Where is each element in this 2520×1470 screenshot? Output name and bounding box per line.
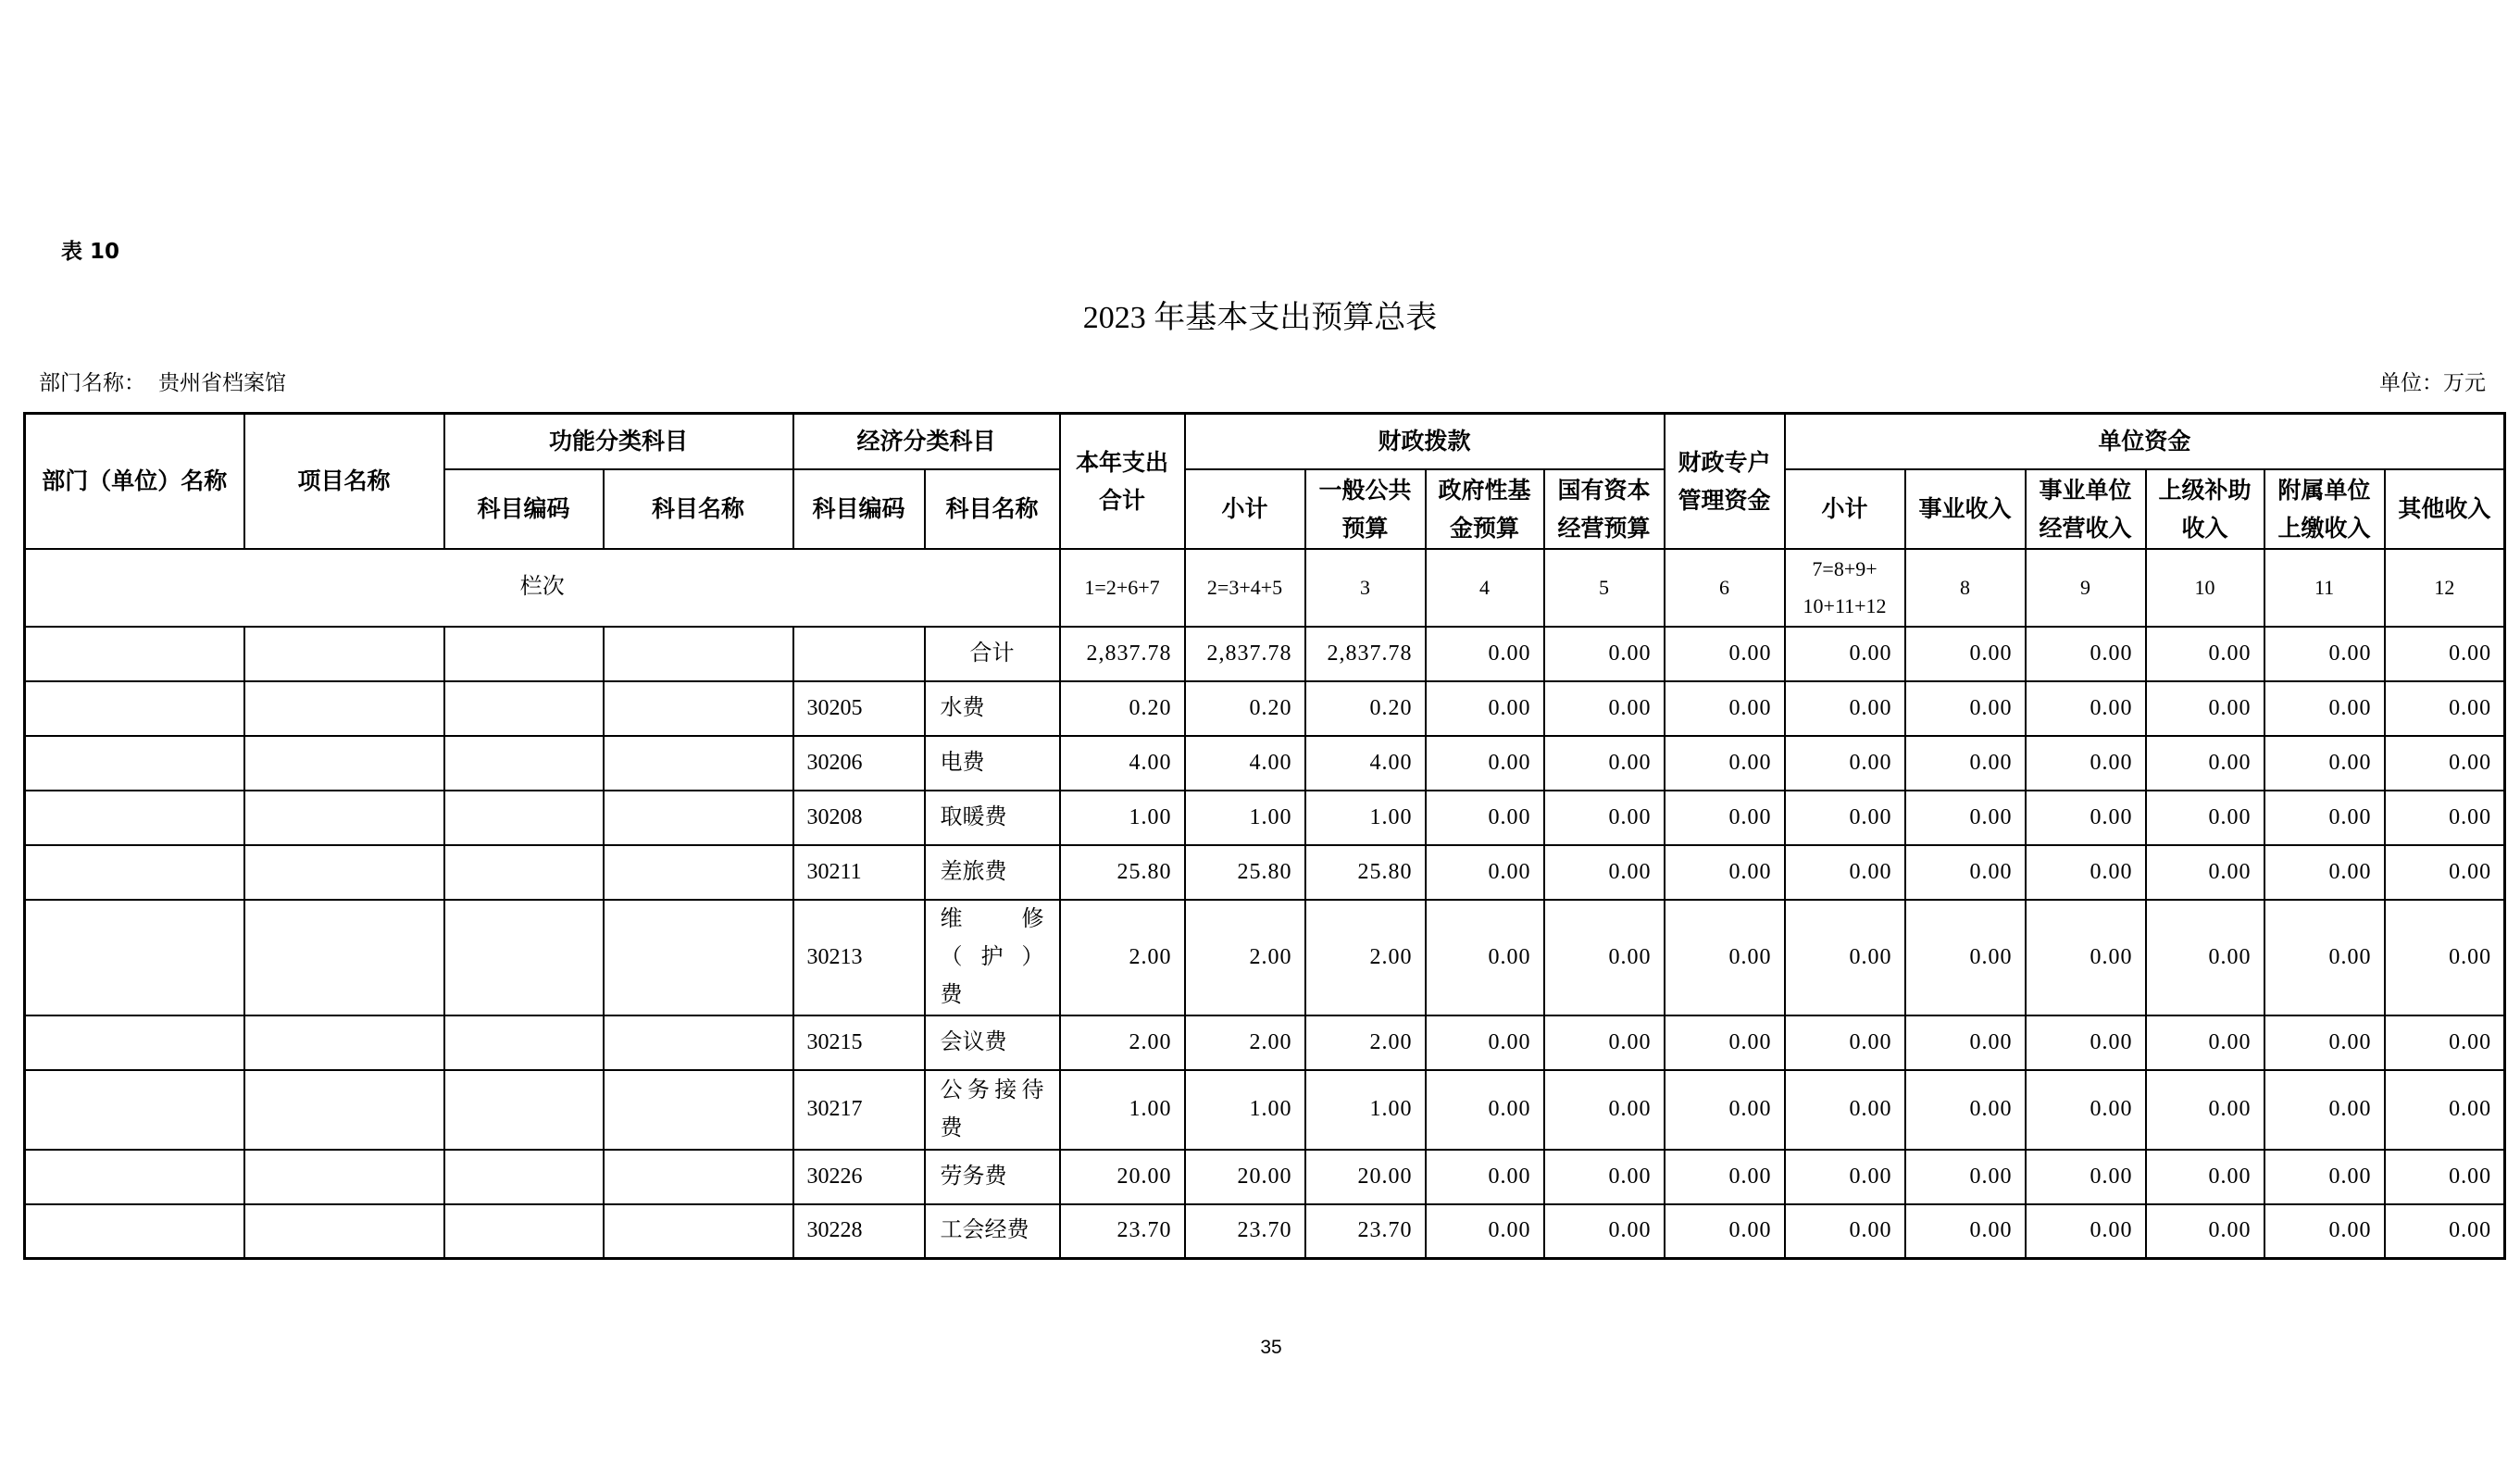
general-public-budget-cell: 20.00: [1305, 1150, 1426, 1204]
business-operating-income-cell: 0.00: [2026, 791, 2146, 845]
header-econ-code: 科目编码: [793, 469, 925, 549]
state-capital-budget-cell: 0.00: [1544, 845, 1665, 900]
header-functional-classification: 功能分类科目: [444, 414, 793, 469]
project-name-cell: [244, 791, 444, 845]
header-special-account-funds: 财政专户 管理资金: [1665, 414, 1785, 549]
annual-total-cell: 2,837.78: [1060, 627, 1185, 681]
func-code-cell: [444, 1070, 604, 1150]
higher-subsidy-income-cell: 0.00: [2146, 1070, 2264, 1150]
other-income-cell: 0.00: [2385, 1070, 2505, 1150]
higher-subsidy-income-cell: 0.00: [2146, 1015, 2264, 1070]
econ-code-cell: 30215: [793, 1015, 925, 1070]
state-capital-budget-cell: 0.00: [1544, 627, 1665, 681]
func-name-cell: [604, 1150, 793, 1204]
fiscal-subtotal-cell: 2,837.78: [1185, 627, 1305, 681]
unit-funds-subtotal-cell: 0.00: [1785, 791, 1905, 845]
header-func-code: 科目编码: [444, 469, 604, 549]
econ-name-cell: 工会经费: [925, 1204, 1060, 1259]
higher-subsidy-income-cell: 0.00: [2146, 1150, 2264, 1204]
func-name-cell: [604, 791, 793, 845]
annual-total-cell: 20.00: [1060, 1150, 1185, 1204]
fiscal-subtotal-cell: 1.00: [1185, 1070, 1305, 1150]
special-account-funds-cell: 0.00: [1665, 845, 1785, 900]
func-name-cell: [604, 736, 793, 791]
fiscal-subtotal-cell: 23.70: [1185, 1204, 1305, 1259]
econ-code-cell: 30208: [793, 791, 925, 845]
general-public-budget-cell: 0.20: [1305, 681, 1426, 736]
affiliate-remit-income-cell: 0.00: [2264, 845, 2385, 900]
header-other-income: 其他收入: [2385, 469, 2505, 549]
table-row: [25, 1015, 2505, 1070]
column-index-cell: 9: [2026, 549, 2146, 627]
table-header: [25, 414, 2505, 549]
header-fiscal-allocation: 财政拨款: [1185, 414, 1665, 469]
dept-unit-name-cell: [25, 1150, 244, 1204]
annual-total-cell: 4.00: [1060, 736, 1185, 791]
annual-total-cell: 2.00: [1060, 900, 1185, 1015]
table-row: [25, 736, 2505, 791]
state-capital-budget-cell: 0.00: [1544, 1070, 1665, 1150]
other-income-cell: 0.00: [2385, 900, 2505, 1015]
business-operating-income-cell: 0.00: [2026, 1204, 2146, 1259]
general-public-budget-cell: 2.00: [1305, 1015, 1426, 1070]
fiscal-subtotal-cell: 4.00: [1185, 736, 1305, 791]
func-code-cell: [444, 1204, 604, 1259]
gov-fund-budget-cell: 0.00: [1426, 845, 1544, 900]
dept-unit-name-cell: [25, 1070, 244, 1150]
affiliate-remit-income-cell: 0.00: [2264, 627, 2385, 681]
business-operating-income-cell: 0.00: [2026, 627, 2146, 681]
econ-name-cell: 公务接待 费: [925, 1070, 1060, 1150]
func-code-cell: [444, 1150, 604, 1204]
general-public-budget-cell: 4.00: [1305, 736, 1426, 791]
unit-funds-subtotal-cell: 0.00: [1785, 736, 1905, 791]
business-income-cell: 0.00: [1905, 736, 2026, 791]
econ-code-cell: 30211: [793, 845, 925, 900]
econ-name-cell: 电费: [925, 736, 1060, 791]
fiscal-subtotal-cell: 2.00: [1185, 900, 1305, 1015]
project-name-cell: [244, 1204, 444, 1259]
econ-code-cell: 30226: [793, 1150, 925, 1204]
gov-fund-budget-cell: 0.00: [1426, 1204, 1544, 1259]
func-code-cell: [444, 1015, 604, 1070]
gov-fund-budget-cell: 0.00: [1426, 900, 1544, 1015]
annual-total-cell: 23.70: [1060, 1204, 1185, 1259]
higher-subsidy-income-cell: 0.00: [2146, 845, 2264, 900]
special-account-funds-cell: 0.00: [1665, 681, 1785, 736]
special-account-funds-cell: 0.00: [1665, 1070, 1785, 1150]
header-econ-name: 科目名称: [925, 469, 1060, 549]
header-fiscal-subtotal: 小计: [1185, 469, 1305, 549]
affiliate-remit-income-cell: 0.00: [2264, 736, 2385, 791]
gov-fund-budget-cell: 0.00: [1426, 681, 1544, 736]
affiliate-remit-income-cell: 0.00: [2264, 1204, 2385, 1259]
gov-fund-budget-cell: 0.00: [1426, 627, 1544, 681]
annual-total-cell: 0.20: [1060, 681, 1185, 736]
affiliate-remit-income-cell: 0.00: [2264, 1150, 2385, 1204]
func-name-cell: [604, 627, 793, 681]
dept-unit-name-cell: [25, 736, 244, 791]
econ-code-cell: 30217: [793, 1070, 925, 1150]
general-public-budget-cell: 1.00: [1305, 791, 1426, 845]
other-income-cell: 0.00: [2385, 845, 2505, 900]
gov-fund-budget-cell: 0.00: [1426, 736, 1544, 791]
header-unit-funds: 单位资金: [1785, 414, 2505, 469]
dept-unit-name-cell: [25, 1015, 244, 1070]
table-row: [25, 845, 2505, 900]
business-operating-income-cell: 0.00: [2026, 681, 2146, 736]
business-income-cell: 0.00: [1905, 1070, 2026, 1150]
business-income-cell: 0.00: [1905, 1015, 2026, 1070]
column-index-cell: 10: [2146, 549, 2264, 627]
gov-fund-budget-cell: 0.00: [1426, 1015, 1544, 1070]
other-income-cell: 0.00: [2385, 627, 2505, 681]
annual-total-cell: 2.00: [1060, 1015, 1185, 1070]
econ-code-cell: 30205: [793, 681, 925, 736]
higher-subsidy-income-cell: 0.00: [2146, 791, 2264, 845]
unit-label: 单位：万元: [2379, 371, 2486, 394]
business-income-cell: 0.00: [1905, 1150, 2026, 1204]
business-income-cell: 0.00: [1905, 845, 2026, 900]
affiliate-remit-income-cell: 0.00: [2264, 681, 2385, 736]
project-name-cell: [244, 845, 444, 900]
econ-name-cell: 劳务费: [925, 1150, 1060, 1204]
business-operating-income-cell: 0.00: [2026, 736, 2146, 791]
general-public-budget-cell: 1.00: [1305, 1070, 1426, 1150]
department-name: 贵州省档案馆: [158, 371, 286, 394]
unit-funds-subtotal-cell: 0.00: [1785, 1150, 1905, 1204]
dept-unit-name-cell: [25, 627, 244, 681]
header-higher-subsidy-income: 上级补助 收入: [2146, 469, 2264, 549]
special-account-funds-cell: 0.00: [1665, 1150, 1785, 1204]
column-index-cell: 3: [1305, 549, 1426, 627]
table-row: [25, 791, 2505, 845]
func-code-cell: [444, 736, 604, 791]
business-income-cell: 0.00: [1905, 627, 2026, 681]
business-income-cell: 0.00: [1905, 791, 2026, 845]
func-code-cell: [444, 791, 604, 845]
general-public-budget-cell: 2.00: [1305, 900, 1426, 1015]
econ-code-cell: 30206: [793, 736, 925, 791]
business-operating-income-cell: 0.00: [2026, 1070, 2146, 1150]
table-number-label: 表 10: [61, 240, 120, 264]
unit-funds-subtotal-cell: 0.00: [1785, 1204, 1905, 1259]
general-public-budget-cell: 25.80: [1305, 845, 1426, 900]
state-capital-budget-cell: 0.00: [1544, 900, 1665, 1015]
affiliate-remit-income-cell: 0.00: [2264, 900, 2385, 1015]
func-name-cell: [604, 845, 793, 900]
econ-name-cell: 合计: [925, 627, 1060, 681]
business-income-cell: 0.00: [1905, 1204, 2026, 1259]
func-code-cell: [444, 681, 604, 736]
state-capital-budget-cell: 0.00: [1544, 1015, 1665, 1070]
other-income-cell: 0.00: [2385, 1015, 2505, 1070]
column-index-cell: 6: [1665, 549, 1785, 627]
func-code-cell: [444, 627, 604, 681]
department-label: 部门名称：: [39, 371, 145, 394]
econ-name-cell: 取暖费: [925, 791, 1060, 845]
column-index-cell: 7=8+9+ 10+11+12: [1785, 549, 1905, 627]
header-dept-unit-name: 部门（单位）名称: [25, 414, 244, 549]
header-project-name: 项目名称: [244, 414, 444, 549]
unit-funds-subtotal-cell: 0.00: [1785, 1015, 1905, 1070]
header-row-1: [25, 414, 2505, 469]
special-account-funds-cell: 0.00: [1665, 900, 1785, 1015]
econ-name-cell: 会议费: [925, 1015, 1060, 1070]
other-income-cell: 0.00: [2385, 1150, 2505, 1204]
dept-unit-name-cell: [25, 1204, 244, 1259]
affiliate-remit-income-cell: 0.00: [2264, 1070, 2385, 1150]
dept-unit-name-cell: [25, 845, 244, 900]
index-row-label: 栏次: [25, 549, 1060, 627]
affiliate-remit-income-cell: 0.00: [2264, 791, 2385, 845]
other-income-cell: 0.00: [2385, 681, 2505, 736]
fiscal-subtotal-cell: 25.80: [1185, 845, 1305, 900]
other-income-cell: 0.00: [2385, 736, 2505, 791]
dept-unit-name-cell: [25, 900, 244, 1015]
fiscal-subtotal-cell: 2.00: [1185, 1015, 1305, 1070]
gov-fund-budget-cell: 0.00: [1426, 1070, 1544, 1150]
page-title: 2023 年基本支出预算总表: [1082, 301, 1438, 335]
column-index-cell: 5: [1544, 549, 1665, 627]
header-business-income: 事业收入: [1905, 469, 2026, 549]
header-gov-fund-budget: 政府性基 金预算: [1426, 469, 1544, 549]
project-name-cell: [244, 1150, 444, 1204]
annual-total-cell: 25.80: [1060, 845, 1185, 900]
header-state-capital-budget: 国有资本 经营预算: [1544, 469, 1665, 549]
econ-name-cell: 差旅费: [925, 845, 1060, 900]
header-affiliate-remit-income: 附属单位 上缴收入: [2264, 469, 2385, 549]
fiscal-subtotal-cell: 0.20: [1185, 681, 1305, 736]
state-capital-budget-cell: 0.00: [1544, 1204, 1665, 1259]
project-name-cell: [244, 681, 444, 736]
econ-code-cell: 30228: [793, 1204, 925, 1259]
econ-name-cell: 维修（护） 费: [925, 900, 1060, 1015]
other-income-cell: 0.00: [2385, 1204, 2505, 1259]
page-number: 35: [1260, 1337, 1282, 1358]
business-income-cell: 0.00: [1905, 681, 2026, 736]
column-index-cell: 1=2+6+7: [1060, 549, 1185, 627]
department-line: [39, 368, 286, 398]
special-account-funds-cell: 0.00: [1665, 1204, 1785, 1259]
general-public-budget-cell: 23.70: [1305, 1204, 1426, 1259]
column-index-cell: 8: [1905, 549, 2026, 627]
func-name-cell: [604, 681, 793, 736]
func-name-cell: [604, 900, 793, 1015]
column-index-cell: 2=3+4+5: [1185, 549, 1305, 627]
gov-fund-budget-cell: 0.00: [1426, 1150, 1544, 1204]
table-body: [25, 549, 2505, 1259]
project-name-cell: [244, 1015, 444, 1070]
unit-funds-subtotal-cell: 0.00: [1785, 681, 1905, 736]
econ-code-cell: 30213: [793, 900, 925, 1015]
state-capital-budget-cell: 0.00: [1544, 736, 1665, 791]
fiscal-subtotal-cell: 1.00: [1185, 791, 1305, 845]
business-operating-income-cell: 0.00: [2026, 1150, 2146, 1204]
func-name-cell: [604, 1015, 793, 1070]
state-capital-budget-cell: 0.00: [1544, 681, 1665, 736]
column-index-cell: 12: [2385, 549, 2505, 627]
special-account-funds-cell: 0.00: [1665, 736, 1785, 791]
func-code-cell: [444, 900, 604, 1015]
affiliate-remit-income-cell: 0.00: [2264, 1015, 2385, 1070]
unit-funds-subtotal-cell: 0.00: [1785, 845, 1905, 900]
table-row: [25, 1204, 2505, 1259]
project-name-cell: [244, 627, 444, 681]
econ-name-cell: 水费: [925, 681, 1060, 736]
project-name-cell: [244, 1070, 444, 1150]
gov-fund-budget-cell: 0.00: [1426, 791, 1544, 845]
higher-subsidy-income-cell: 0.00: [2146, 736, 2264, 791]
header-economic-classification: 经济分类科目: [793, 414, 1060, 469]
special-account-funds-cell: 0.00: [1665, 1015, 1785, 1070]
state-capital-budget-cell: 0.00: [1544, 791, 1665, 845]
header-general-public-budget: 一般公共 预算: [1305, 469, 1426, 549]
column-index-cell: 4: [1426, 549, 1544, 627]
higher-subsidy-income-cell: 0.00: [2146, 900, 2264, 1015]
header-annual-total: 本年支出 合计: [1060, 414, 1185, 549]
header-business-operating-income: 事业单位 经营收入: [2026, 469, 2146, 549]
higher-subsidy-income-cell: 0.00: [2146, 681, 2264, 736]
total-row: [25, 627, 2505, 681]
econ-code-cell: [793, 627, 925, 681]
higher-subsidy-income-cell: 0.00: [2146, 627, 2264, 681]
higher-subsidy-income-cell: 0.00: [2146, 1204, 2264, 1259]
header-unit-subtotal: 小计: [1785, 469, 1905, 549]
unit-funds-subtotal-cell: 0.00: [1785, 627, 1905, 681]
business-income-cell: 0.00: [1905, 900, 2026, 1015]
annual-total-cell: 1.00: [1060, 1070, 1185, 1150]
budget-table: [23, 412, 2506, 1260]
general-public-budget-cell: 2,837.78: [1305, 627, 1426, 681]
func-code-cell: [444, 845, 604, 900]
unit-funds-subtotal-cell: 0.00: [1785, 900, 1905, 1015]
column-index-row: [25, 549, 2505, 627]
other-income-cell: 0.00: [2385, 791, 2505, 845]
table-row: [25, 900, 2505, 1015]
special-account-funds-cell: 0.00: [1665, 791, 1785, 845]
func-name-cell: [604, 1070, 793, 1150]
business-operating-income-cell: 0.00: [2026, 1015, 2146, 1070]
table-row: [25, 681, 2505, 736]
special-account-funds-cell: 0.00: [1665, 627, 1785, 681]
dept-unit-name-cell: [25, 681, 244, 736]
table-row: [25, 1150, 2505, 1204]
unit-funds-subtotal-cell: 0.00: [1785, 1070, 1905, 1150]
project-name-cell: [244, 900, 444, 1015]
table-row: [25, 1070, 2505, 1150]
header-func-name: 科目名称: [604, 469, 793, 549]
business-operating-income-cell: 0.00: [2026, 845, 2146, 900]
dept-unit-name-cell: [25, 791, 244, 845]
column-index-cell: 11: [2264, 549, 2385, 627]
business-operating-income-cell: 0.00: [2026, 900, 2146, 1015]
annual-total-cell: 1.00: [1060, 791, 1185, 845]
func-name-cell: [604, 1204, 793, 1259]
fiscal-subtotal-cell: 20.00: [1185, 1150, 1305, 1204]
project-name-cell: [244, 736, 444, 791]
state-capital-budget-cell: 0.00: [1544, 1150, 1665, 1204]
